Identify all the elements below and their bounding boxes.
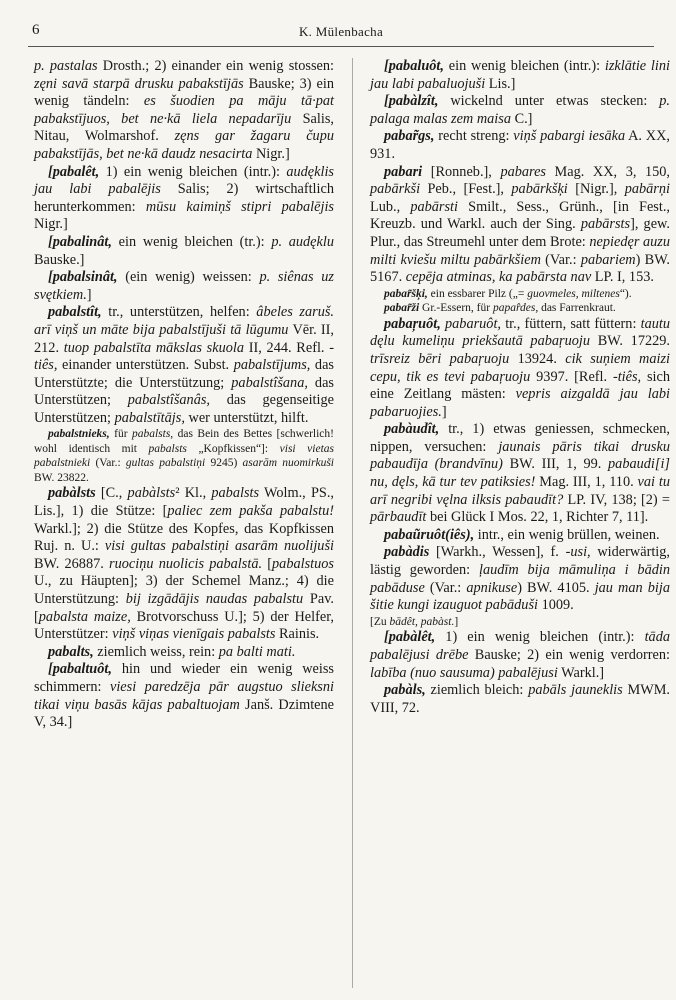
example-text: ļaudīm bija māmuliņa i bādin pabāduse — [370, 562, 670, 596]
gloss-text: das Bein des Bettes [schwerlich! wohl identisch mit — [34, 428, 334, 455]
example-text: jau man bija šitie kungi izauguot pabāduši — [370, 579, 670, 614]
gloss-text: wer unterstützt, hilft. — [184, 409, 309, 426]
gloss-text: Pav. [ — [34, 591, 334, 625]
gloss-text: 13924. — [509, 350, 566, 367]
gloss-text: ein wenig bleichen (intr.): — [443, 58, 605, 74]
headword: [pabàlêt, — [384, 629, 436, 646]
example-text: nepiedęr auzu milti kviešu miltu pabārkšiem — [370, 233, 671, 268]
gloss-text: Lub., — [370, 198, 411, 215]
dictionary-entry — [370, 58, 670, 93]
gloss-text: intr., ein wenig brüllen, weinen. — [474, 526, 660, 543]
example-text: pabārsti — [410, 198, 458, 215]
gloss-text: BW. III, 1, 99. — [502, 456, 609, 473]
headword: pabàdis — [384, 544, 430, 561]
gloss-text: ein essbarer Pilz („= — [427, 287, 528, 300]
example-text: pabares — [500, 163, 546, 180]
example-text: audęklis jau labi pabalējis — [34, 163, 334, 198]
gloss-text: [Nigr.], — [567, 181, 625, 198]
gloss-text: U., zu Häupten]; 3) der Schemel Manz.; 4) die Unterstützung: — [34, 573, 334, 608]
gloss-text: tr., füttern, satt füttern: — [501, 315, 641, 332]
gloss-text: das Unterstützen; — [34, 374, 334, 409]
example-text: pabalsts — [211, 485, 260, 502]
example-text: pabalstījums, — [233, 357, 311, 374]
example-text: pabalstuos — [272, 555, 334, 572]
gloss-text: Salis, Nitau, Wolmarshof. — [34, 110, 334, 145]
example-text: -usi, — [565, 544, 591, 561]
headword: pabalstît, — [48, 304, 102, 321]
gloss-text: Mag. XX, 3, 150, — [545, 163, 671, 180]
dictionary-entry — [34, 644, 334, 662]
gloss-text: 9397. [Refl. — [530, 368, 613, 385]
example-text: vepris aizgaldā jau labi pabaruojies. — [370, 386, 670, 420]
example-text: bādêt, pabàst. — [389, 615, 455, 628]
gloss-text: (ein wenig) weissen: — [117, 269, 260, 286]
headword: pabar̃gs, — [384, 128, 435, 145]
dictionary-entry — [370, 301, 670, 316]
example-text: jaunais pāris tikai drusku pabaudīja (brandvīnu) — [370, 438, 670, 473]
gloss-text: Warkl.] — [557, 664, 605, 681]
gloss-text: [Zu — [370, 615, 390, 628]
example-text: guovmeles, miltenes — [527, 287, 620, 300]
headword: pabàlsts — [48, 485, 96, 502]
example-text: tuop pabalstīta mākslas skuola — [63, 339, 244, 356]
example-text: visi vietas pabalstnieki — [34, 442, 334, 470]
dictionary-entry — [34, 269, 334, 304]
dictionary-entry — [370, 164, 670, 287]
gloss-text: Nigr.] — [34, 216, 68, 233]
example-text: -tiês, — [612, 368, 642, 385]
gloss-text: [Warkh., Wessen], f. — [429, 544, 566, 561]
gloss-text: für — [109, 428, 132, 441]
headword: pabalstnieks, — [48, 428, 110, 441]
gloss-text: ziemlich bleich: — [425, 682, 529, 699]
dictionary-entry — [34, 485, 334, 643]
gloss-text: recht streng: — [434, 128, 514, 145]
example-text: pabalsts — [148, 442, 187, 455]
gloss-text: ) BW. 4105. — [517, 579, 595, 596]
dictionary-entry — [34, 427, 334, 485]
example-text: pabalsts, — [131, 428, 174, 441]
gloss-text: Salis; 2) wirtschaftlich herunterkommen: — [34, 181, 334, 215]
headword: [pabalsinât, — [48, 269, 118, 286]
headword: pabàls, — [384, 682, 426, 699]
example-text: âbeles zaruš. arī viņš un māte bija pabalstījuši tā lūgumu — [34, 304, 334, 338]
gloss-text: LP. I, 153. — [591, 269, 654, 286]
example-text: pabārņi — [624, 181, 670, 198]
gloss-text: Peb., [Fest.], — [420, 181, 512, 198]
example-text: cik suņiem maizi cepu, tik es tevi pabaŗuoju — [370, 350, 671, 385]
example-text: vai tu arī negribi vęlna ilksis pabaudīt? — [370, 474, 670, 508]
gloss-text: 1009. — [538, 597, 574, 614]
example-text: pabariem — [580, 251, 636, 268]
gloss-text: tr., 1) etwas geniessen, schmecken, nippen, versuchen: — [370, 421, 670, 455]
example-text: -tiês, — [34, 339, 334, 374]
example-text: zęni savā starpā drusku pabakstījās — [34, 75, 244, 92]
gloss-text: Rainis. — [275, 626, 320, 643]
gloss-text: wickelnd unter etwas stecken: — [438, 93, 660, 110]
gloss-text: C.] — [511, 110, 533, 127]
page-number: 6 — [32, 22, 40, 38]
gloss-text: Bauske.] — [34, 251, 85, 268]
running-head: K. Mülenbacha — [298, 24, 384, 39]
gloss-text: LP. IV, 138; [2) = — [563, 491, 670, 508]
example-text: pabàlsts — [127, 485, 176, 502]
gloss-text: (Var.: — [540, 251, 581, 268]
example-text: visi gultas pabalstiņi asarām nuolijuši — [104, 538, 334, 555]
gloss-text: (Var.: — [424, 579, 467, 596]
gloss-text: BW. 26887. — [34, 555, 110, 572]
example-text: pabārsts — [580, 216, 631, 233]
headword: pabar̃šķi, — [384, 287, 428, 300]
gloss-text: Gr.-Essern, für — [419, 302, 493, 315]
example-text: pabārkši — [370, 181, 421, 198]
gloss-text: Wolm., PS., Lis.], 1) die Stütze: [ — [34, 485, 334, 520]
dictionary-entry — [370, 544, 670, 614]
headword: pabar̃ži — [384, 302, 420, 315]
gloss-text: Bauske; 2) ein wenig verdorren: — [468, 646, 670, 663]
dictionary-entry — [34, 58, 334, 164]
headword: [pabàlzît, — [384, 93, 439, 110]
example-text: pabalstītājs, — [114, 409, 185, 426]
example-text: pabāls jauneklis — [528, 682, 623, 699]
example-text: pabaruôt, — [445, 315, 502, 332]
example-text: pārbaudīt — [370, 509, 427, 526]
gloss-text: „Kopfkissen“]: — [186, 442, 280, 455]
gloss-text: [C., — [95, 485, 128, 502]
gloss-text: [ — [262, 555, 273, 572]
headword: pabaũruôt(iês), — [384, 526, 475, 543]
example-text: tautu dęlu kumeliņu priekšautā pabaŗuoju — [370, 315, 670, 350]
example-text: p. audęklu — [271, 233, 334, 250]
gloss-text: das gegenseitige Unterstützen; — [34, 392, 334, 426]
gloss-text: ziemlich weiss, rein: — [93, 643, 219, 660]
example-text: mūsu kaimiņš stipri pabalējis — [145, 198, 334, 215]
page-header — [28, 20, 654, 47]
gloss-text: Bauske; 3) ein wenig tändeln: — [34, 75, 334, 110]
example-text: p. palaga malas zem maisa — [370, 93, 670, 127]
example-text: asarām nuomirkuši — [242, 457, 334, 470]
dictionary-entry — [370, 527, 670, 545]
gloss-text: bei Glück I Mos. 22, 1, Richter 7, 11]. — [426, 509, 649, 526]
gloss-text: BW. 17229. — [590, 333, 670, 350]
example-text: ruociņu nuolicis pabalstā. — [109, 555, 263, 572]
left-column — [34, 58, 334, 732]
dictionary-entry — [370, 287, 670, 302]
gloss-text: “). — [619, 287, 632, 300]
dictionary-entry — [34, 661, 334, 731]
gloss-text: Nigr.] — [252, 145, 290, 162]
dictionary-entry — [34, 234, 334, 269]
dictionary-entry — [370, 316, 670, 422]
gloss-text: 1) ein wenig bleichen (intr.): — [435, 629, 645, 646]
example-text: gultas pabalstiņi — [125, 457, 206, 470]
gloss-text: das Unterstützte; die Unterstützung; — [34, 357, 334, 391]
gloss-text: Drosth.; 2) einander ein wenig stossen: — [97, 58, 335, 74]
gloss-text: Warkl.]; 2) die Stütze des Kopfes, das Kopfkissen Ruj. n. U.: — [34, 520, 334, 555]
gloss-text: ] — [441, 403, 447, 420]
gloss-text: ] — [454, 615, 459, 628]
example-text: es šuodien pa māju tā·pat pabakstījuos, bet ne·kā liela nepadarīju — [34, 93, 334, 127]
gloss-text: ² Kl., — [175, 485, 212, 502]
dictionary-entry — [370, 93, 670, 128]
dictionary-entry — [370, 629, 670, 682]
example-text: pabalstîšanâs, — [127, 392, 210, 409]
example-text: labība (nuo sausuma) pabalējusi — [370, 664, 558, 681]
gloss-text: ein wenig bleichen (tr.): — [111, 233, 272, 250]
example-text: viesi paredzēja pār augstuo slieksni tikai viņu basās kājas pabaltuojam — [34, 679, 334, 713]
example-text: pa balti mati. — [218, 643, 296, 660]
gloss-text: sich eine Zeitlang mästen: — [370, 368, 671, 403]
example-text: bij izgādājis naudas pabalstu — [125, 591, 304, 608]
example-text: viņš viņas vienīgais pabalsts — [112, 626, 276, 643]
gloss-text: tr., unterstützen, helfen: — [101, 304, 257, 321]
gloss-text: Janš. Dzimtene V, 34.] — [34, 696, 335, 731]
example-text: pabalstîšana, — [231, 374, 308, 391]
example-text: izklātie lini jau labi pabaluojuši — [370, 58, 670, 92]
gloss-text: (Var.: — [90, 457, 126, 470]
dictionary-entry — [370, 421, 670, 527]
example-text: zęns gar žagaru čupu pabakstījās, bet ne·kā daudz nesacirta — [34, 128, 335, 162]
gloss-text: Mag. III, 1, 110. — [535, 474, 638, 491]
headword: [pabalinât, — [48, 233, 112, 250]
headword: pabaŗuôt, — [384, 315, 441, 332]
gloss-text: ) BW. 5167. — [370, 251, 670, 286]
column-divider — [352, 58, 353, 988]
example-text: paliec zem pakša pabalstu! — [167, 503, 334, 520]
gloss-text: ] — [86, 286, 92, 303]
example-text: apnikuse — [466, 579, 518, 596]
headword: pabalts, — [48, 643, 94, 660]
gloss-text: Smilt., Sess., Grünh., [in Fest., Kreuzb. und Warkl. auch der Sing. — [370, 198, 670, 233]
gloss-text: BW. 23822. — [34, 471, 89, 484]
gloss-text: MWM. VIII, 72. — [370, 682, 670, 716]
gloss-text: einander unterstützen. Subst. — [57, 357, 234, 374]
gloss-text: Lis.] — [485, 75, 516, 92]
dictionary-entry — [370, 682, 670, 717]
dictionary-entry — [34, 164, 334, 234]
gloss-text: das Farrenkraut. — [538, 302, 616, 315]
gloss-text: II, 244. Refl. — [243, 339, 330, 356]
example-text: p. pastalas — [34, 58, 98, 74]
example-text: pabalsta maize, — [38, 608, 131, 625]
example-text: trīsreiz bēri pabaŗuoju — [370, 350, 510, 367]
example-text: pabaudi[i] nu, dęls, kā tur tev patiksies! — [370, 456, 670, 491]
example-text: viņš pabargi iesāka — [513, 128, 626, 145]
gloss-text: hin und wieder ein wenig weiss schimmern: — [34, 661, 334, 695]
right-column — [370, 58, 670, 717]
gloss-text: 9245) — [205, 457, 243, 470]
gloss-text: ], gew. Plur., das Streumehl unter dem Brote: — [370, 216, 671, 250]
headword: pabari — [384, 163, 423, 180]
dictionary-entry — [370, 128, 670, 163]
gloss-text: A. XX, 931. — [370, 128, 671, 162]
gloss-text: widerwärtig, lästig geworden: — [370, 544, 671, 579]
headword: pabàudît, — [384, 421, 440, 438]
example-text: p. siênas uz svętkiem. — [34, 269, 334, 303]
headword: [pabaluôt, — [384, 58, 444, 74]
gloss-text: Vēr. II, 212. — [34, 321, 335, 356]
gloss-text: [Ronneb.], — [422, 163, 501, 180]
dictionary-entry — [370, 615, 670, 630]
headword: [pabaltuôt, — [48, 661, 112, 678]
dictionary-entry — [34, 304, 334, 427]
example-text: cepēja atminas, ka pabārsta nav — [405, 269, 592, 286]
gloss-text: 1) ein wenig bleichen (intr.): — [99, 163, 287, 180]
example-text: papar̂des, — [492, 302, 539, 315]
example-text: pabārkšķi — [511, 181, 568, 198]
headword: [pabalêt, — [48, 163, 100, 180]
gloss-text: Brotvorschuss U.]; 5) der Helfer, Unterstützer: — [34, 608, 334, 643]
example-text: tāda pabalējusi drēbe — [370, 629, 670, 663]
